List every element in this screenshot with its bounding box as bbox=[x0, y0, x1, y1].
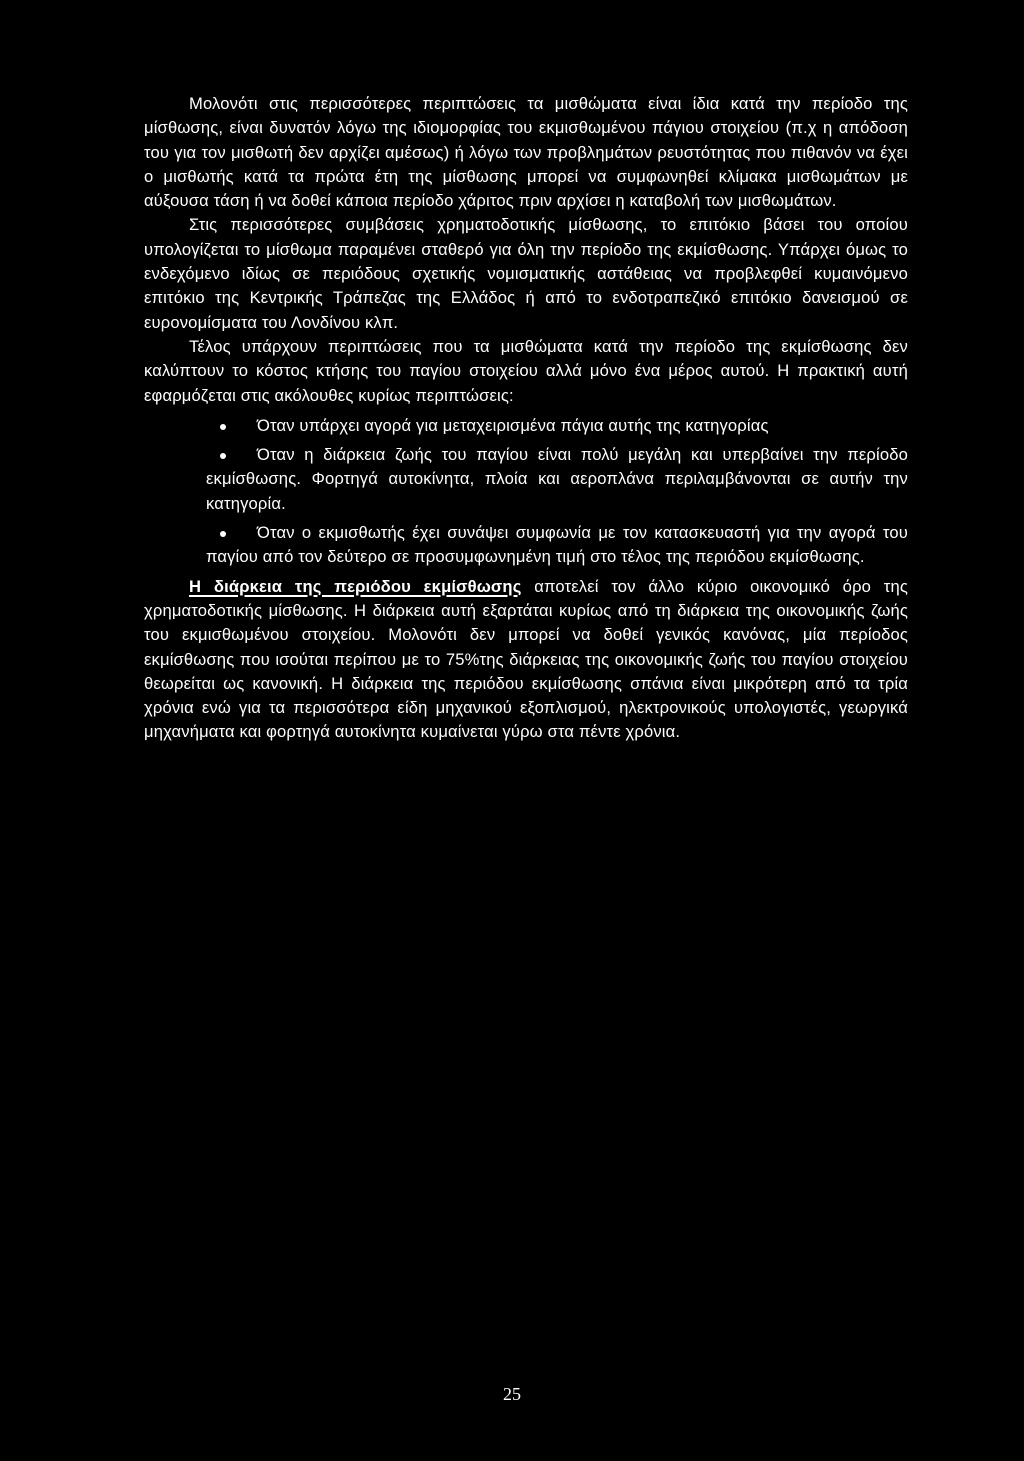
bullet-icon bbox=[220, 531, 226, 537]
body-text bbox=[144, 92, 908, 745]
paragraph-interest-rate: Στις περισσότερες συμβάσεις χρηματοδοτικής μίσθωσης, το επιτόκιο βάσει του οποίου υπολογίζεται το μίσθωμα παραμένει σταθερό για όλη την περίοδο της εκμίσθωσης. Υπάρχει όμως το ενδεχόμενο ιδίως σε περιόδους σχετικής νομισματικής αστάθειας να προβλεφθεί κυμαινόμενο επιτόκιο της Κεντρικής Τράπεζας της Ελλάδος ή από το ενδοτραπεζικό επιτόκιο δανεισμού σε ευρονομίσματα του Λονδίνου κλπ. bbox=[144, 215, 908, 332]
cases-bullet-list bbox=[144, 414, 908, 570]
paragraph-partial-coverage: Τέλος υπάρχουν περιπτώσεις που τα μισθώματα κατά την περίοδο της εκμίσθωσης δεν καλύπτουν το κόστος κτήσης του παγίου στοιχείου αλλά μόνο ένα μέρος αυτού. Η πρακτική αυτή εφαρμόζεται στις ακόλουθες κυρίως περιπτώσεις: bbox=[144, 336, 908, 405]
lease-duration-body: αποτελεί τον άλλο κύριο οικονομικό όρο της χρηματοδοτικής μίσθωσης. Η διάρκεια αυτή εξαρτάται κυρίως από τη διάρκεια της οικονομικής ζωής του εκμισθωμένου στοιχείου. Μολονότι δεν μπορεί να δοθεί γενικός κανόνας, μία περίοδος εκμίσθωσης που ισούται περίπου με το 75%της διάρκειας της οικονομικής ζωής του παγίου στοιχείου θεωρείται ως κανονική. Η διάρκεια της περιόδου εκμίσθωσης σπάνια είναι μικρότερη από τα τρία χρόνια ενώ για τα περισσότερα είδη μηχανικού εξοπλισμού, ηλεκτρονικούς υπολογιστές, γεωργικά μηχανήματα και φορτηγά αυτοκίνητα κυμαίνεται γύρω στα πέντε χρόνια. bbox=[144, 576, 909, 742]
bullet-item bbox=[206, 443, 908, 516]
bullet-item bbox=[206, 521, 908, 570]
bullet-item bbox=[206, 414, 908, 438]
bullet-icon bbox=[220, 453, 226, 459]
paragraph-lease-duration bbox=[144, 575, 908, 745]
bullet-text: Όταν ο εκμισθωτής έχει συνάψει συμφωνία με τον κατασκευαστή για την αγορά του παγίου από τον δεύτερο σε προσυμφωνημένη τιμή στο τέλος της περιόδου εκμίσθωσης. bbox=[206, 523, 908, 567]
lease-duration-heading: Η διάρκεια της περιόδου εκμίσθωσης bbox=[189, 576, 522, 596]
bullet-text: Όταν η διάρκεια ζωής του παγίου είναι πολύ μεγάλη και υπερβαίνει την περίοδο εκμίσθωσης. Φορτηγά αυτοκίνητα, πλοία και αεροπλάνα περιλαμβάνονται σε αυτήν την κατηγορία. bbox=[206, 445, 908, 513]
page-number: 25 bbox=[503, 1384, 521, 1404]
paragraph-installments: Μολονότι στις περισσότερες περιπτώσεις τα μισθώματα είναι ίδια κατά την περίοδο της μίσθωσης, είναι δυνατόν λόγω της ιδιομορφίας του εκμισθωμένου πάγιου στοιχείου (π.χ η απόδοση του για τον μισθωτή δεν αρχίζει αμέσως) ή λόγω των προβλημάτων ρευστότητας που πιθανόν να έχει ο μισθωτής κατά τα πρώτα έτη της μίσθωσης μπορεί να συμφωνηθεί κλίμακα μισθωμάτων με αύξουσα τάση ή να δοθεί κάποια περίοδο χάριτος πριν αρχίσει η καταβολή των μισθωμάτων. bbox=[144, 94, 908, 211]
bullet-text: Όταν υπάρχει αγορά για μεταχειρισμένα πάγια αυτής της κατηγορίας bbox=[257, 415, 769, 435]
bullet-icon bbox=[220, 424, 226, 430]
